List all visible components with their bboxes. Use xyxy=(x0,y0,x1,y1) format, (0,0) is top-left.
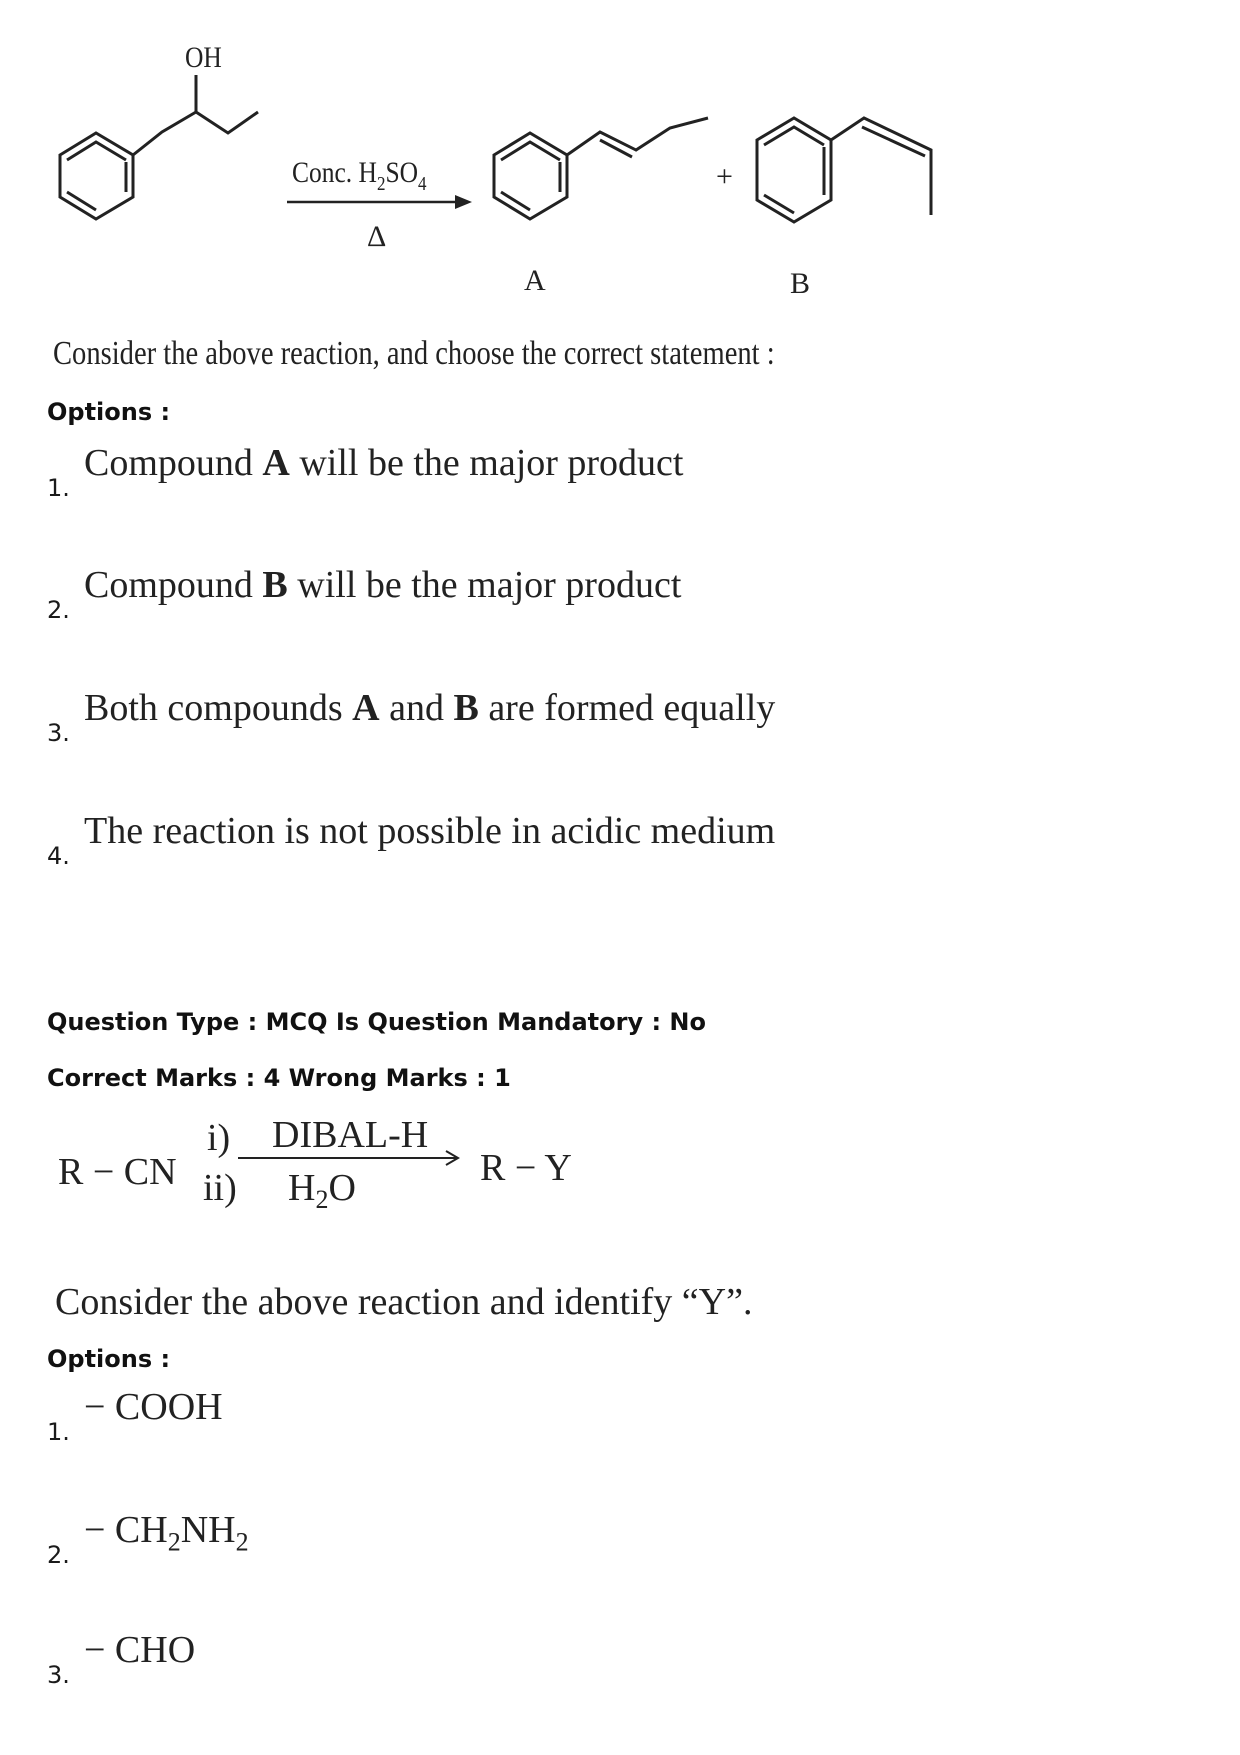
product-b-label: B xyxy=(790,267,811,300)
q2-option-3-number: 3. xyxy=(47,1661,70,1689)
q1-option-3-pre: Both compounds xyxy=(84,687,353,729)
q1-option-4-number: 4. xyxy=(47,842,70,870)
q1-option-3-bold-b: B xyxy=(453,687,479,729)
q2-option-1-number: 1. xyxy=(47,1418,70,1446)
q1-option-1-bold: A xyxy=(262,442,290,484)
q1-option-1-text xyxy=(84,441,683,485)
q2-option-2-text xyxy=(84,1508,249,1558)
options-label-1: Options : xyxy=(47,398,171,426)
q1-option-1-post: will be the major product xyxy=(289,442,684,484)
options-label-2: Options : xyxy=(47,1345,171,1373)
product-a-label: A xyxy=(524,264,546,297)
q2-option-2-number: 2. xyxy=(47,1541,70,1569)
heat-symbol: Δ xyxy=(367,220,387,253)
reagent-dibal: DIBAL-H xyxy=(272,1114,429,1156)
q1-option-3-bold-a: A xyxy=(352,687,380,729)
q1-option-2-number: 2. xyxy=(47,596,70,624)
reaction-arrow-1 xyxy=(287,195,472,209)
q2-option-2-a: − CH xyxy=(84,1509,168,1551)
reagent-water: $H_2O$ xyxy=(288,1167,356,1214)
q1-option-2-text xyxy=(84,563,681,607)
question-1-prompt: Consider the above reaction, and choose the correct statement : xyxy=(53,335,775,372)
q1-option-3-number: 3. xyxy=(47,719,70,747)
product-b-structure xyxy=(757,118,931,222)
q2-option-1-text: − COOH xyxy=(84,1386,223,1428)
q1-option-3-post: are formed equally xyxy=(478,687,776,729)
q2-option-3-text: − CHO xyxy=(84,1629,196,1671)
plus-sign: + xyxy=(716,160,733,193)
reactant-rcn: R − CN xyxy=(58,1151,177,1193)
reaction-scheme-1 xyxy=(0,0,1240,310)
question-2-prompt: Consider the above reaction and identify “Y”. xyxy=(55,1281,753,1323)
reagent-label: Conc. $H_2SO_4$ xyxy=(292,156,427,196)
product-a-structure xyxy=(494,118,708,219)
question-meta-marks: Correct Marks : 4 Wrong Marks : 1 xyxy=(47,1064,511,1092)
question-meta-type: Question Type : MCQ Is Question Mandatory : No xyxy=(47,1008,706,1036)
step-1-label: i) xyxy=(207,1117,231,1159)
q1-option-1-number: 1. xyxy=(47,474,70,502)
product-ry: R − Y xyxy=(480,1147,572,1189)
oh-label: OH xyxy=(185,41,222,75)
q1-option-3-mid: and xyxy=(379,687,454,729)
q2-option-2-b: NH xyxy=(180,1509,236,1551)
step-2-label: ii) xyxy=(203,1167,237,1209)
q2-option-2-sub2: 2 xyxy=(235,1527,249,1557)
q1-option-2-post: will be the major product xyxy=(287,564,682,606)
q1-option-2-bold: B xyxy=(262,564,288,606)
q1-option-3-text xyxy=(84,686,775,730)
q1-option-4-text: The reaction is not possible in acidic medium xyxy=(84,810,776,852)
q1-option-2-pre: Compound xyxy=(84,564,263,606)
q1-option-1-pre: Compound xyxy=(84,442,263,484)
reactant-benzene xyxy=(60,75,258,219)
q2-option-2-sub1: 2 xyxy=(167,1527,181,1557)
reaction-scheme-2 xyxy=(0,1100,700,1230)
